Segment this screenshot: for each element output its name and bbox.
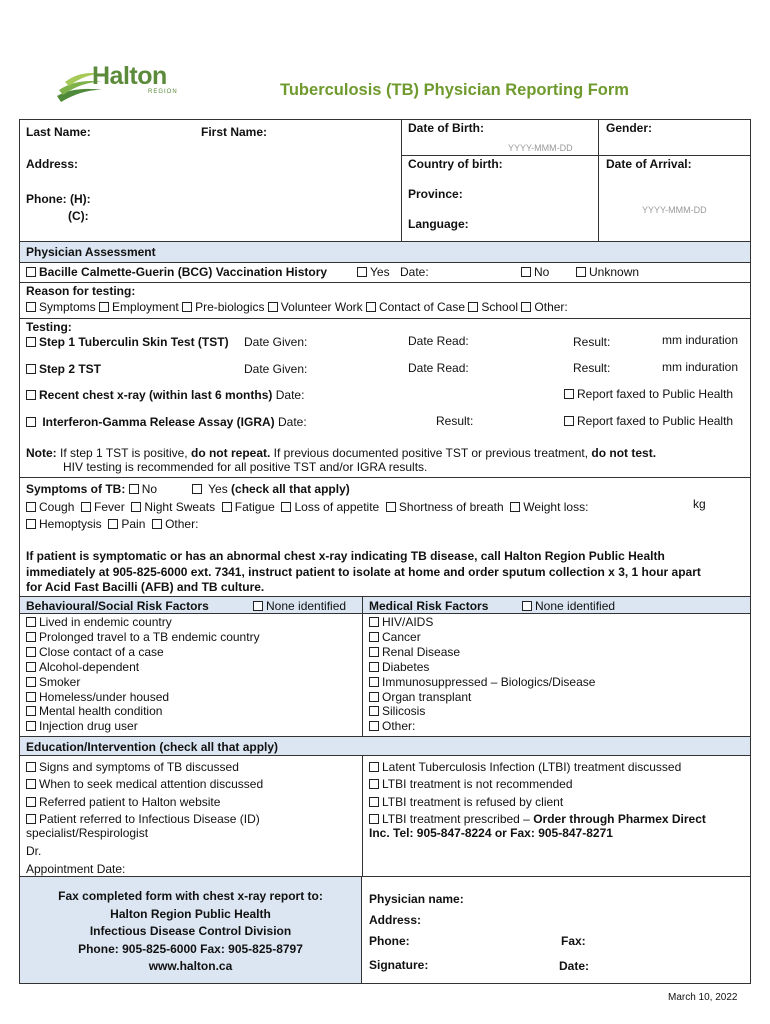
physician-address-label: Address: [369, 913, 422, 927]
symptoms-yes-checkbox[interactable] [192, 484, 202, 494]
list-item: Silicosis [369, 704, 595, 719]
reason-checkbox-contact[interactable] [366, 302, 376, 312]
igra-checkbox[interactable] [26, 417, 36, 427]
med-list [369, 615, 595, 734]
logo-name: Halton [92, 62, 167, 90]
reason-checkbox-other[interactable] [521, 302, 531, 312]
step1-date-read: Date Read: [408, 334, 469, 348]
step1-result: Result: [573, 335, 611, 349]
cxr-faxed-checkbox[interactable] [564, 389, 574, 399]
cxr-row: Recent chest x-ray (within last 6 months) Date: [26, 388, 304, 402]
list-item: Prolonged travel to a TB endemic country [26, 630, 260, 645]
education-left-list [26, 759, 263, 829]
pharmex-contact: Inc. Tel: 905-847-8224 or Fax: 905-847-8271 [369, 826, 613, 840]
bcg-row: Bacille Calmette-Guerin (BCG) Vaccination History [26, 265, 327, 279]
list-item: When to seek medical attention discussed [26, 776, 263, 793]
symptoms-row-1: Cough Fever Night Sweats Fatigue Loss of appetite Shortness of breath Weight loss: [26, 500, 588, 514]
igra-report-faxed: Report faxed to Public Health [564, 414, 733, 428]
list-item: LTBI treatment is refused by client [369, 794, 706, 811]
first-name-label: First Name: [201, 125, 268, 139]
list-item: Referred patient to Halton website [26, 794, 263, 811]
behav-none: None identified [253, 599, 346, 613]
reason-checkbox-prebiologics[interactable] [182, 302, 192, 312]
language-label: Language: [408, 217, 469, 231]
behav-list [26, 615, 260, 734]
list-item: Homeless/under housed [26, 690, 260, 705]
bcg-unknown-checkbox[interactable] [576, 267, 586, 277]
behav-none-checkbox[interactable] [253, 601, 263, 611]
physician-phone-label: Phone: [369, 934, 410, 948]
list-item: Cancer [369, 630, 595, 645]
arrival-hint: YYYY-MMM-DD [642, 205, 707, 215]
symptom-hemoptysis-checkbox[interactable] [26, 519, 36, 529]
step2-result: Result: [573, 361, 611, 375]
step1-induration: mm induration [662, 333, 739, 347]
list-item: Injection drug user [26, 719, 260, 734]
bcg-no-checkbox[interactable] [521, 267, 531, 277]
list-item: LTBI treatment is not recommended [369, 776, 706, 793]
step2-row: Step 2 TST [26, 362, 101, 376]
education-right-list [369, 759, 706, 829]
signature-label: Signature: [369, 958, 429, 972]
list-item: Patient referred to Infectious Disease (ID) [26, 811, 263, 828]
med-heading: Medical Risk Factors [369, 599, 489, 613]
physician-name-label: Physician name: [369, 892, 464, 906]
symptoms-row-2: Hemoptysis Pain Other: [26, 517, 198, 531]
symptoms-no-checkbox[interactable] [129, 484, 139, 494]
warning-line-1: If patient is symptomatic or has an abnormal chest x-ray indicating TB disease, call Halton Region Public Health [26, 549, 665, 563]
symptom-pain-checkbox[interactable] [108, 519, 118, 529]
list-item: Organ transplant [369, 690, 595, 705]
list-item: Renal Disease [369, 645, 595, 660]
fax-info: Fax completed form with chest x-ray report to: Halton Region Public Health Infectious Disease Control Division Phone: 905-825-6000 Fax: 905-825-8797 www.halton.ca [58, 889, 323, 973]
education-heading: Education/Intervention (check all that apply) [26, 740, 279, 754]
step2-date-read: Date Read: [408, 361, 469, 375]
arrival-label: Date of Arrival: [606, 157, 692, 171]
list-item: Immunosuppressed – Biologics/Disease [369, 675, 595, 690]
list-item: Other: [369, 719, 595, 734]
province-label: Province: [408, 187, 463, 201]
step1-date-given: Date Given: [244, 335, 308, 349]
kg-label: kg [693, 497, 706, 511]
signature-date-label: Date: [559, 959, 590, 973]
behav-heading: Behavioural/Social Risk Factors [26, 599, 209, 613]
logo-sub: REGION [148, 89, 178, 95]
symptom-cough-checkbox[interactable] [26, 502, 36, 512]
symptom-night-sweats-checkbox[interactable] [131, 502, 141, 512]
bcg-yes-checkbox[interactable] [357, 267, 367, 277]
phone-c-label: (C): [68, 209, 89, 223]
cxr-report-faxed: Report faxed to Public Health [564, 387, 733, 401]
dr-label: Dr. [26, 844, 42, 858]
list-item: Signs and symptoms of TB discussed [26, 759, 263, 776]
igra-faxed-checkbox[interactable] [564, 416, 574, 426]
step2-date-given: Date Given: [244, 362, 308, 376]
warning-line-2: immediately at 905-825-6000 ext. 7341, instruct patient to isolate at home and order sputum collection x 3, 1 hour apart [26, 565, 701, 579]
step2-induration: mm induration [662, 360, 739, 374]
list-item: Mental health condition [26, 704, 260, 719]
reason-checkbox-volunteer[interactable] [268, 302, 278, 312]
symptom-other-checkbox[interactable] [152, 519, 162, 529]
bcg-yes: Yes [357, 265, 390, 279]
bcg-no: No [521, 265, 549, 279]
bcg-unknown: Unknown [576, 265, 639, 279]
step1-row: Step 1 Tuberculin Skin Test (TST) [26, 335, 229, 349]
warning-line-3: for Acid Fast Bacilli (AFB) and TB culture. [26, 580, 265, 594]
list-item: LTBI treatment prescribed – Order through Pharmex Direct [369, 811, 706, 828]
physician-fax-label: Fax: [561, 934, 586, 948]
note-line-2: HIV testing is recommended for all positive TST and/or IGRA results. [63, 460, 428, 474]
list-item: HIV/AIDS [369, 615, 595, 630]
symptoms-yes: Yes (check all that apply) [192, 482, 350, 496]
step1-checkbox[interactable] [26, 337, 36, 347]
dob-label: Date of Birth: [408, 121, 484, 135]
address-label: Address: [26, 157, 79, 171]
assessment-heading: Physician Assessment [26, 245, 156, 259]
igra-row: Interferon-Gamma Release Assay (IGRA) Date: [26, 415, 307, 429]
testing-heading: Testing: [26, 320, 72, 334]
bcg-checkbox[interactable] [26, 267, 36, 277]
list-item: Latent Tuberculosis Infection (LTBI) treatment discussed [369, 759, 706, 776]
symptom-weight-checkbox[interactable] [510, 502, 520, 512]
gender-label: Gender: [606, 121, 653, 135]
step2-checkbox[interactable] [26, 364, 36, 374]
country-label: Country of birth: [408, 157, 503, 171]
reason-checkbox-symptoms[interactable] [26, 302, 36, 312]
symptom-sob-checkbox[interactable] [386, 502, 396, 512]
symptom-fever-checkbox[interactable] [81, 502, 91, 512]
symptoms-heading-row: Symptoms of TB: No [26, 482, 158, 496]
med-none: None identified [522, 599, 615, 613]
form-revision-date: March 10, 2022 [668, 992, 738, 1003]
last-name-label: Last Name: [26, 125, 91, 139]
dob-hint: YYYY-MMM-DD [508, 143, 573, 153]
reason-checkbox-employment[interactable] [99, 302, 109, 312]
reason-heading: Reason for testing: [26, 284, 136, 298]
page-title: Tuberculosis (TB) Physician Reporting Form [280, 81, 629, 99]
specialist-label: specialist/Respirologist [26, 826, 149, 840]
bcg-date-label: Date: [400, 265, 429, 279]
list-item: Alcohol-dependent [26, 660, 260, 675]
reason-checkbox-school[interactable] [468, 302, 478, 312]
list-item: Diabetes [369, 660, 595, 675]
list-item: Lived in endemic country [26, 615, 260, 630]
med-none-checkbox[interactable] [522, 601, 532, 611]
note-line-1: Note: If step 1 TST is positive, do not repeat. If previous documented positive TST or previous treatment, do not test. [26, 446, 657, 460]
appointment-label: Appointment Date: [26, 862, 126, 876]
reason-row: Symptoms Employment Pre-biologics Volunteer Work Contact of Case School Other: [26, 300, 568, 314]
cxr-checkbox[interactable] [26, 390, 36, 400]
phone-h-label: Phone: (H): [26, 192, 91, 206]
list-item: Smoker [26, 675, 260, 690]
igra-result: Result: [436, 414, 474, 428]
list-item: Close contact of a case [26, 645, 260, 660]
symptom-appetite-checkbox[interactable] [281, 502, 291, 512]
symptom-fatigue-checkbox[interactable] [222, 502, 232, 512]
